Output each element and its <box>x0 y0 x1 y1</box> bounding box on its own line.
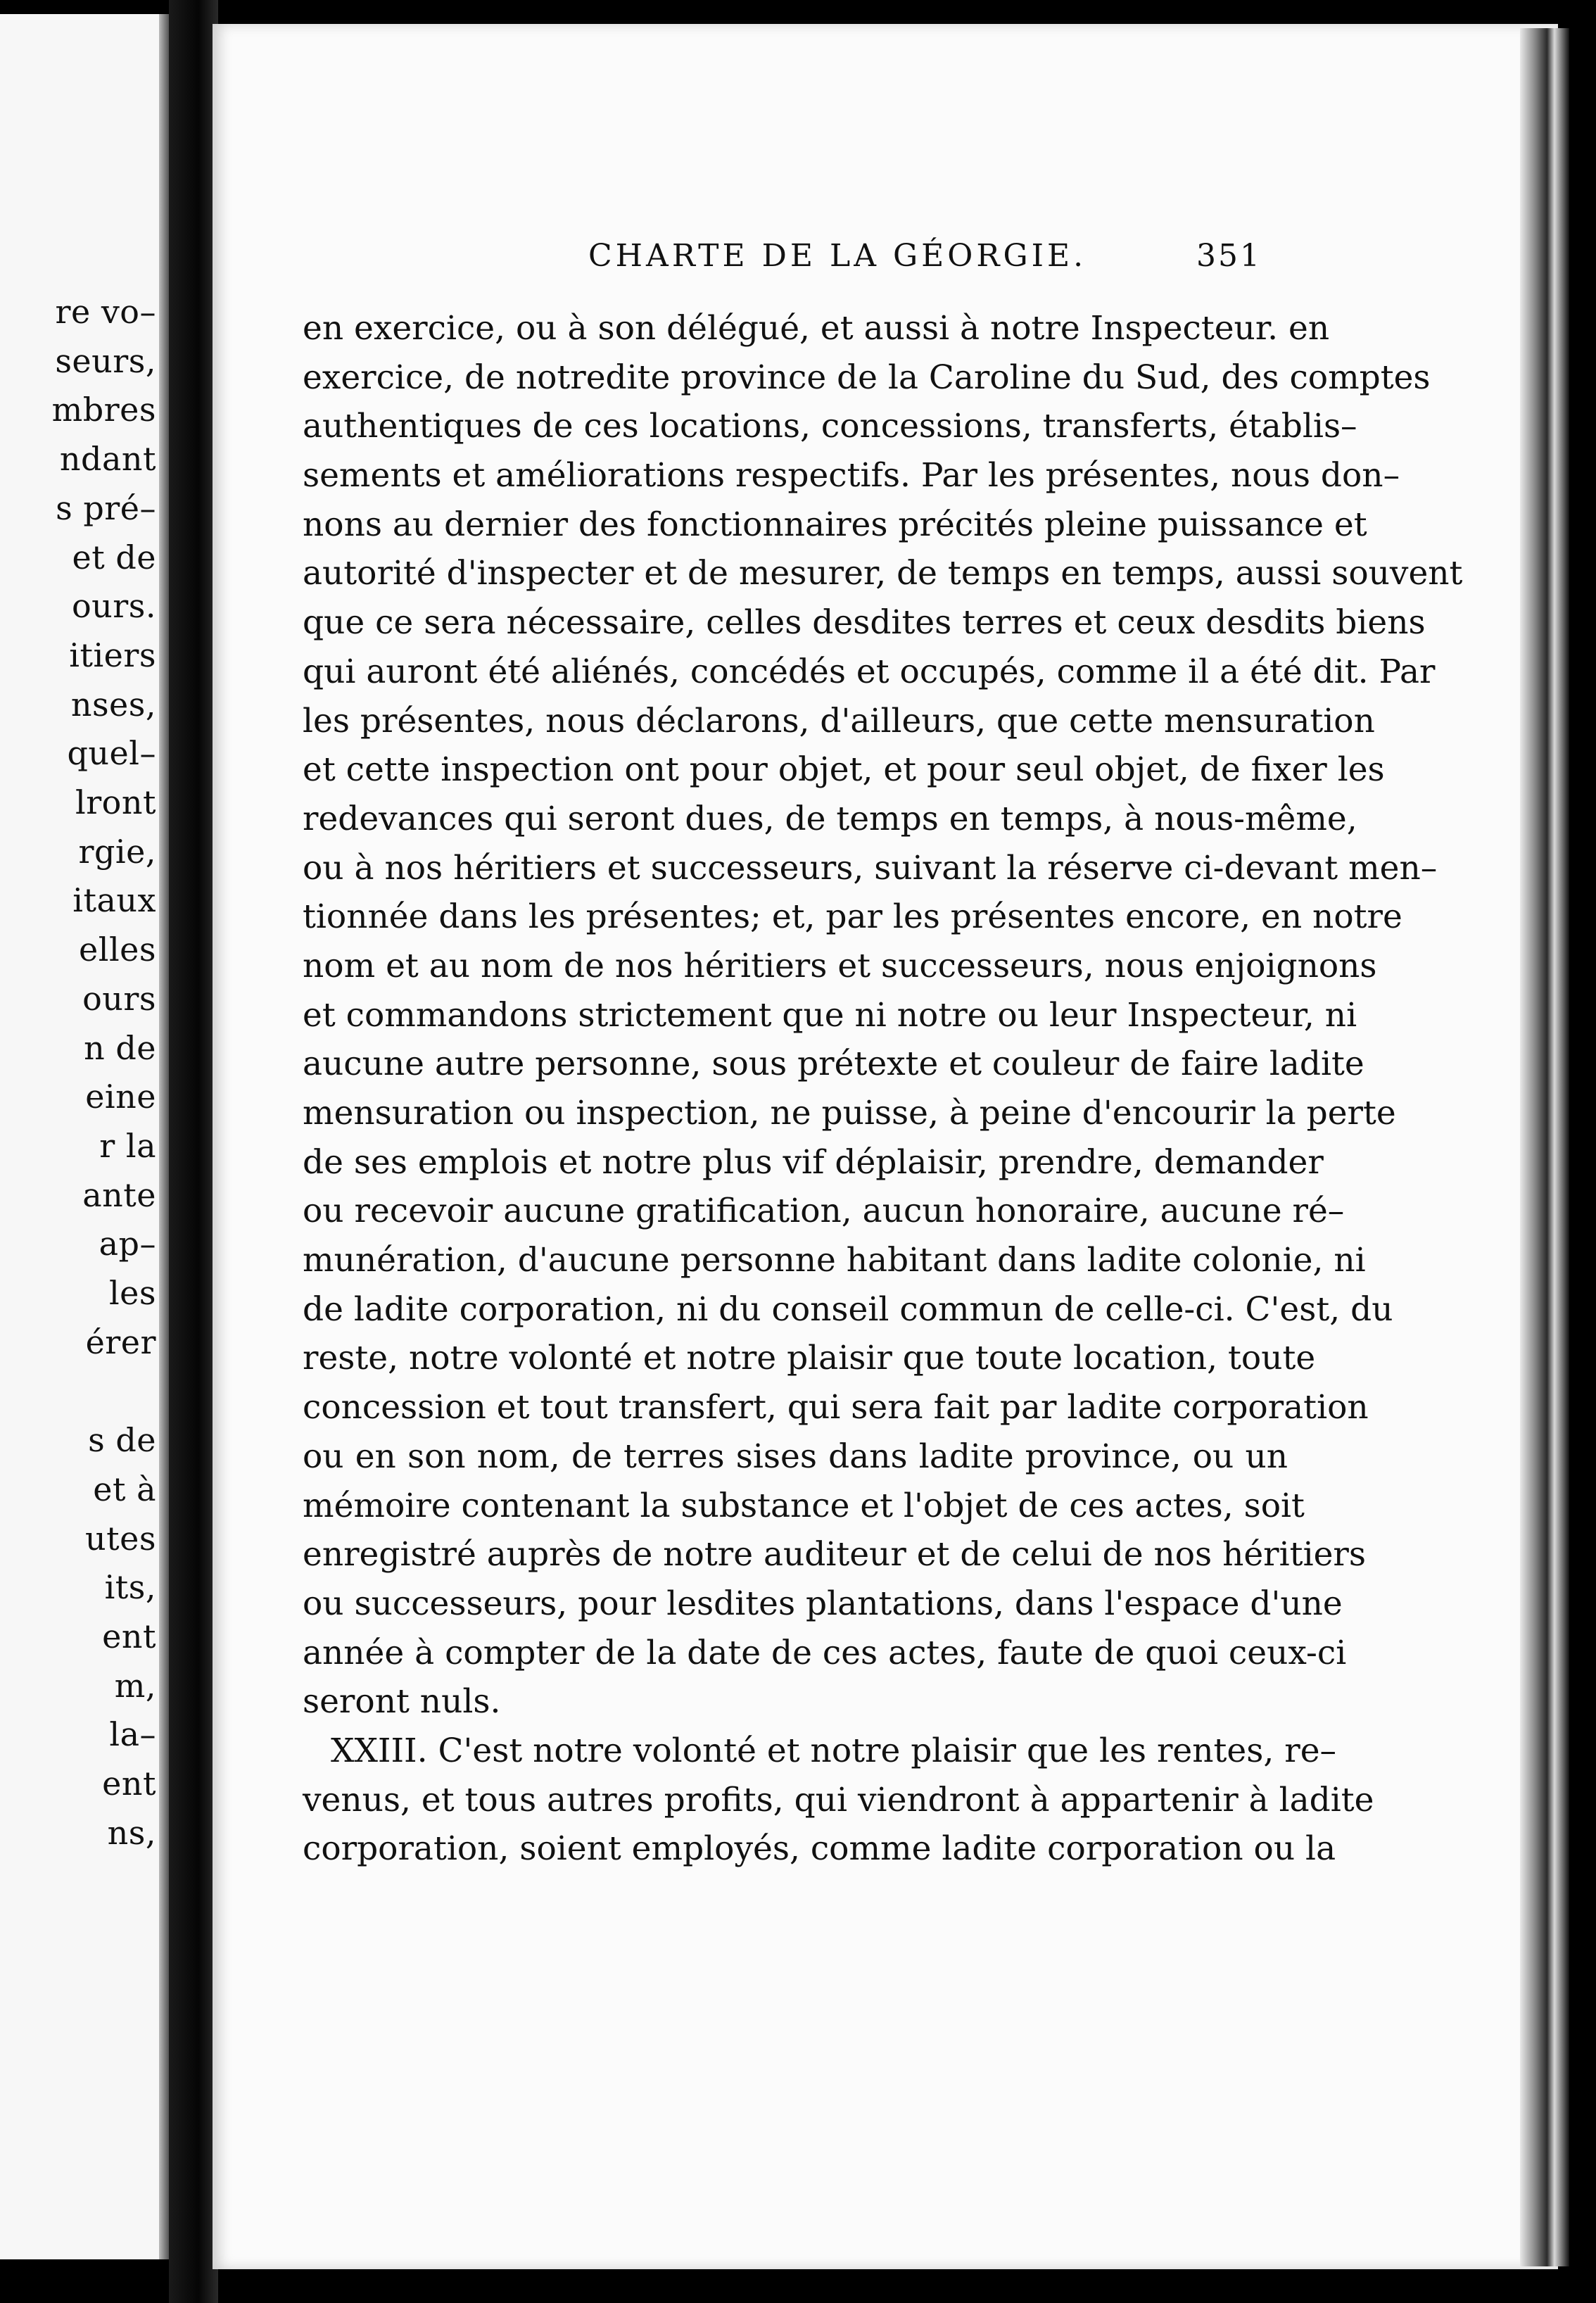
page-edge <box>1520 28 1569 2266</box>
facing-page-line: itiers <box>69 636 156 674</box>
facing-page-line: nses, <box>70 685 156 724</box>
text-line: les présentes, nous déclarons, d'ailleurs, que cette mensuration <box>303 701 1375 740</box>
facing-page-line: n de <box>84 1028 156 1067</box>
text-line: nom et au nom de nos héritiers et successeurs, nous enjoignons <box>303 946 1377 985</box>
facing-page-line: r la <box>99 1126 156 1165</box>
body-text <box>303 304 1463 1874</box>
facing-page-line: ante <box>82 1175 156 1214</box>
facing-page-line: seurs, <box>55 341 156 380</box>
facing-page-line: mbres <box>51 391 156 429</box>
running-title: CHARTE DE LA GÉORGIE. <box>588 238 1087 274</box>
page-number: 351 <box>1196 238 1262 274</box>
page-gutter-shadow <box>159 14 169 2259</box>
facing-page-line: elles <box>79 930 156 969</box>
text-line: qui auront été aliénés, concédés et occupés, comme il a été dit. Par <box>303 652 1436 691</box>
text-line: mémoire contenant la substance et l'objet de ces actes, soit <box>303 1486 1305 1525</box>
text-line: ou à nos héritiers et successeurs, suivant la réserve ci-devant men– <box>303 848 1438 888</box>
text-line: que ce sera nécessaire, celles desdites terres et ceux desdits biens <box>303 603 1426 643</box>
facing-page-line: s de <box>88 1421 156 1460</box>
text-line: aucune autre personne, sous prétexte et couleur de faire ladite <box>303 1045 1364 1084</box>
text-line: munération, d'aucune personne habitant dans ladite colonie, ni <box>303 1241 1366 1280</box>
text-line: année à compter de la date de ces actes, faute de quoi ceux-ci <box>303 1633 1347 1672</box>
facing-page-line: re vo– <box>55 293 156 331</box>
text-line: redevances qui seront dues, de temps en temps, à nous-même, <box>303 799 1357 838</box>
facing-page-line: quel– <box>67 734 156 773</box>
text-line: corporation, soient employés, comme ladite corporation ou la <box>303 1829 1336 1869</box>
text-line: venus, et tous autres profits, qui viendront à appartenir à ladite <box>303 1780 1374 1819</box>
book-binding <box>169 0 218 2303</box>
text-line: concession et tout transfert, qui sera fait par ladite corporation <box>303 1388 1369 1427</box>
text-line: mensuration ou inspection, ne puisse, à peine d'encourir la perte <box>303 1094 1396 1132</box>
facing-page-line: ent <box>102 1765 156 1803</box>
facing-page-line: ap– <box>99 1225 156 1263</box>
text-line: et cette inspection ont pour objet, et pour seul objet, de fixer les <box>303 750 1385 790</box>
text-line: autorité d'inspecter et de mesurer, de temps en temps, aussi souvent <box>303 554 1463 593</box>
facing-page-line: la– <box>109 1715 156 1754</box>
facing-page-line: its, <box>104 1568 156 1607</box>
text-line: de ladite corporation, ni du conseil commun de celle-ci. C'est, du <box>303 1289 1393 1329</box>
facing-page-line: lront <box>75 783 156 821</box>
text-line: tionnée dans les présentes; et, par les présentes encore, en notre <box>303 897 1402 937</box>
text-line: authentiques de ces locations, concessions, transferts, établis– <box>303 407 1357 446</box>
text-line: en exercice, ou à son délégué, et aussi à notre Inspecteur. en <box>303 309 1330 348</box>
text-line: ou en son nom, de terres sises dans ladite province, ou un <box>303 1437 1288 1476</box>
text-line: ou recevoir aucune gratification, aucun honoraire, aucune ré– <box>303 1192 1345 1231</box>
facing-page-line: ent <box>102 1617 156 1655</box>
facing-page-line: ndant <box>59 440 156 479</box>
text-line: et commandons strictement que ni notre ou leur Inspecteur, ni <box>303 995 1357 1035</box>
facing-page-line: les <box>108 1274 156 1312</box>
text-line: nons au dernier des fonctionnaires précités pleine puissance et <box>303 505 1367 544</box>
facing-page-line: ours. <box>71 587 156 626</box>
facing-page-line: et de <box>72 538 156 576</box>
text-line: seront nuls. <box>303 1682 501 1722</box>
text-line: reste, notre volonté et notre plaisir que toute location, toute <box>303 1339 1316 1378</box>
text-line: XXIII. C'est notre volonté et notre plaisir que les rentes, re– <box>331 1731 1337 1770</box>
facing-page-line: eine <box>85 1078 156 1116</box>
text-line: enregistré auprès de notre auditeur et de celui de nos héritiers <box>303 1535 1366 1575</box>
facing-page-line: érer <box>85 1323 156 1361</box>
facing-page-line: s pré– <box>56 488 156 527</box>
facing-page-line: utes <box>85 1519 156 1558</box>
text-line: exercice, de notredite province de la Caroline du Sud, des comptes <box>303 358 1431 397</box>
facing-page-line: et à <box>93 1470 156 1508</box>
facing-page-line: ours <box>82 979 156 1018</box>
text-line: ou successeurs, pour lesdites plantations, dans l'espace d'une <box>303 1584 1343 1623</box>
facing-page-line: rgie, <box>78 832 156 871</box>
facing-page <box>0 14 169 2259</box>
facing-page-line: m, <box>114 1666 156 1705</box>
facing-page-line: ns, <box>107 1813 156 1852</box>
text-line: sements et améliorations respectifs. Par les présentes, nous don– <box>303 456 1400 496</box>
facing-page-line: itaux <box>72 881 156 920</box>
text-line: de ses emplois et notre plus vif déplaisir, prendre, demander <box>303 1142 1324 1182</box>
